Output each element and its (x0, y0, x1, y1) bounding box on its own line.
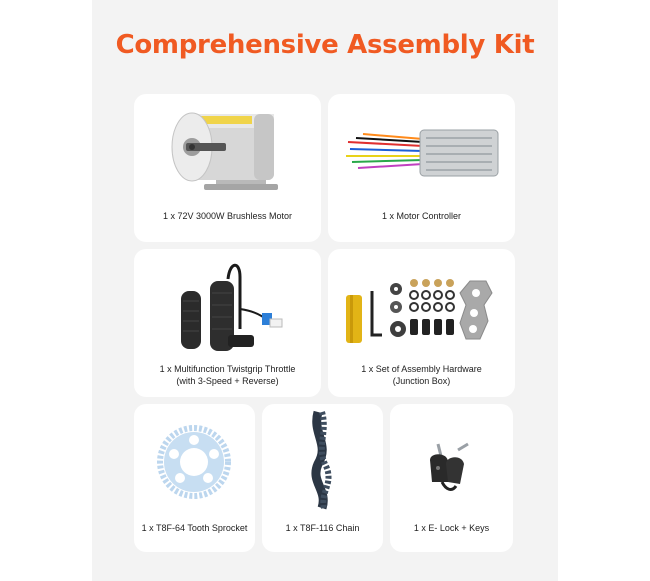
caption-controller: 1 x Motor Controller (381, 211, 462, 221)
caption-throttle-line1: 1 x Multifunction Twistgrip Throttle (159, 364, 296, 374)
card-lock-keys (390, 404, 513, 552)
caption-lock-keys: 1 x E- Lock + Keys (413, 523, 490, 533)
card-controller (328, 94, 515, 242)
card-motor (134, 94, 321, 242)
card-hardware (328, 249, 515, 397)
assembly-hardware-icon (328, 249, 515, 359)
chain-icon (262, 404, 383, 514)
card-chain (262, 404, 383, 552)
motor-controller-icon (328, 94, 515, 204)
card-sprocket (134, 404, 255, 552)
caption-chain: 1 x T8F-116 Chain (285, 523, 360, 533)
sprocket-icon (134, 404, 255, 514)
caption-motor: 1 x 72V 3000W Brushless Motor (162, 211, 293, 221)
card-throttle (134, 249, 321, 397)
twistgrip-throttle-icon (134, 249, 321, 359)
caption-throttle-line2: (with 3-Speed + Reverse) (176, 376, 279, 386)
caption-sprocket: 1 x T8F-64 Tooth Sprocket (141, 523, 248, 533)
lock-keys-icon (390, 404, 513, 514)
caption-hardware-line2: (Junction Box) (392, 376, 451, 386)
caption-hardware-line1: 1 x Set of Assembly Hardware (361, 364, 482, 374)
brushless-motor-icon (134, 94, 321, 204)
page-title: Comprehensive Assembly Kit (115, 30, 535, 60)
